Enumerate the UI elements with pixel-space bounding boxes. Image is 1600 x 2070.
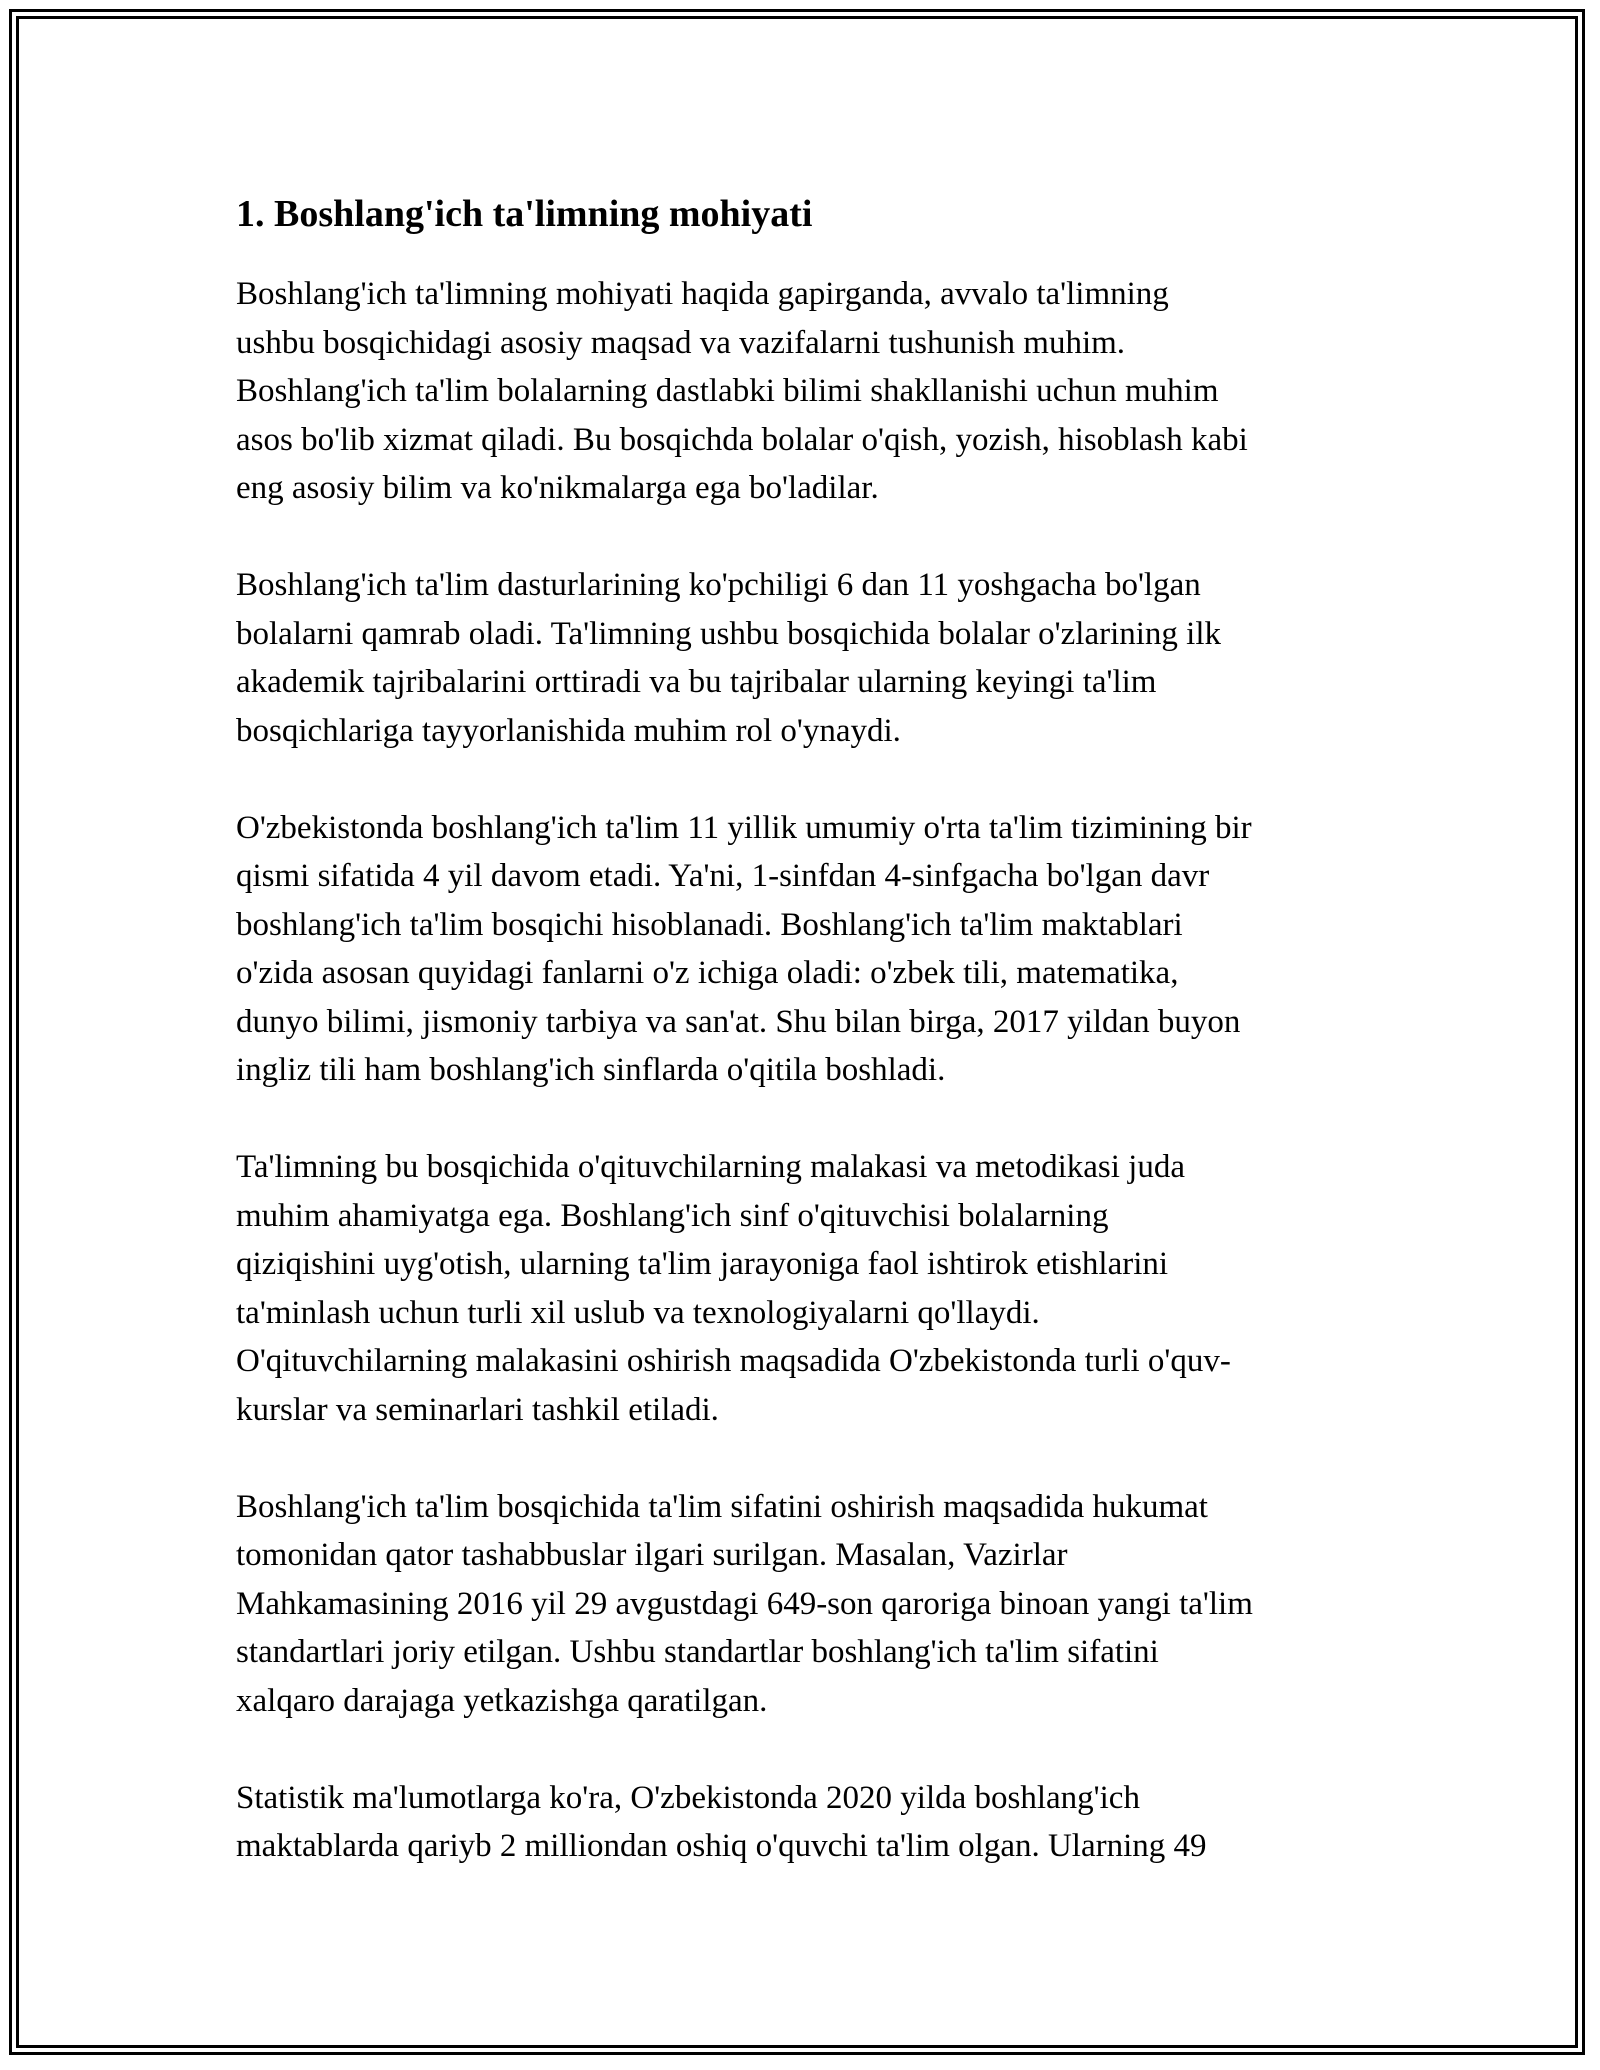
paragraph-line: Ta'limning bu bosqichida o'qituvchilarning malakasi va metodikasi juda	[236, 1149, 1185, 1185]
paragraph-line: muhim ahamiyatga ega. Boshlang'ich sinf o'qituvchisi bolalarning	[236, 1197, 1109, 1234]
paragraph	[236, 804, 1386, 1095]
paragraph	[236, 1143, 1386, 1434]
paragraph-line: ta'minlash uchun turli xil uslub va texnologiyalarni qo'llaydi.	[236, 1294, 1040, 1331]
paragraph-line: Boshlang'ich ta'lim dasturlarining ko'pchiligi 6 dan 11 yoshgacha bo'lgan	[236, 567, 1201, 603]
paragraph-line: Statistik ma'lumotlarga ko'ra, O'zbekistonda 2020 yilda boshlang'ich	[236, 1779, 1140, 1816]
document-body	[236, 186, 1386, 1919]
paragraph	[236, 1774, 1386, 1871]
paragraph-line: xalqaro darajaga yetkazishga qaratilgan.	[236, 1682, 768, 1719]
paragraph-line: ushbu bosqichidagi asosiy maqsad va vazifalarni tushunish muhim.	[236, 324, 1126, 361]
paragraph-line: asos bo'lib xizmat qiladi. Bu bosqichda bolalar o'qish, yozish, hisoblash kabi	[236, 421, 1248, 458]
paragraph-line: eng asosiy bilim va ko'nikmalarga ega bo'ladilar.	[236, 470, 879, 506]
paragraph-line: maktablarda qariyb 2 milliondan oshiq o'quvchi ta'lim olgan. Ularning 49	[236, 1828, 1207, 1864]
paragraph-line: bolalarni qamrab oladi. Ta'limning ushbu bosqichida bolalar o'zlarining ilk	[236, 615, 1222, 652]
paragraph-line: kurslar va seminarlari tashkil etiladi.	[236, 1391, 719, 1428]
paragraph-line: Boshlang'ich ta'lim bolalarning dastlabki bilimi shakllanishi uchun muhim	[236, 373, 1219, 409]
paragraph	[236, 561, 1386, 755]
paragraph-line: akademik tajribalarini orttiradi va bu tajribalar ularning keyingi ta'lim	[236, 664, 1157, 700]
paragraph-line: tomonidan qator tashabbuslar ilgari surilgan. Masalan, Vazirlar	[236, 1537, 1068, 1573]
paragraph-line: o'zida asosan quyidagi fanlarni o'z ichiga oladi: o'zbek tili, matematika,	[236, 955, 1179, 991]
paragraph-line: bosqichlariga tayyorlanishida muhim rol o'ynaydi.	[236, 712, 901, 749]
paragraph-line: Boshlang'ich ta'lim bosqichida ta'lim sifatini oshirish maqsadida hukumat	[236, 1488, 1208, 1525]
paragraph-line: Boshlang'ich ta'limning mohiyati haqida gapirganda, avvalo ta'limning	[236, 276, 1169, 312]
paragraph-line: standartlari joriy etilgan. Ushbu standartlar boshlang'ich ta'lim sifatini	[236, 1634, 1159, 1670]
paragraph	[236, 1483, 1386, 1726]
paragraph-line: ingliz tili ham boshlang'ich sinflarda o'qitila boshladi.	[236, 1052, 946, 1088]
paragraph-line: qiziqishini uyg'otish, ularning ta'lim jarayoniga faol ishtirok etishlarini	[236, 1246, 1169, 1282]
paragraph-line: O'zbekistonda boshlang'ich ta'lim 11 yillik umumiy o'rta ta'lim tizimining bir	[236, 809, 1252, 846]
paragraph-line: boshlang'ich ta'lim bosqichi hisoblanadi. Boshlang'ich ta'lim maktablari	[236, 906, 1183, 943]
paragraph-line: dunyo bilimi, jismoniy tarbiya va san'at. Shu bilan birga, 2017 yildan buyon	[236, 1003, 1241, 1040]
paragraph-line: Mahkamasining 2016 yil 29 avgustdagi 649-son qaroriga binoan yangi ta'lim	[236, 1585, 1253, 1622]
section-title: 1. Boshlang'ich ta'limning mohiyati	[236, 193, 813, 235]
paragraph-line: O'qituvchilarning malakasini oshirish maqsadida O'zbekistonda turli o'quv-	[236, 1343, 1231, 1379]
paragraph-line: qismi sifatida 4 yil davom etadi. Ya'ni, 1-sinfdan 4-sinfgacha bo'lgan davr	[236, 858, 1210, 894]
paragraph-list	[236, 270, 1386, 1871]
paragraph	[236, 270, 1386, 513]
